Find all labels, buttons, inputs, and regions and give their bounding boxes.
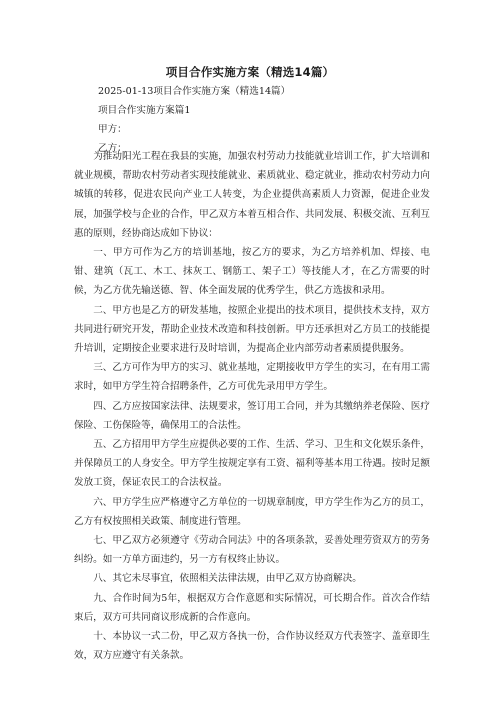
paragraph-clause-7: 七、甲乙双方必须遵守《劳动合同法》中的各项条款，妥善处理劳资双方的劳务纠纷。如一方单方面违约，另一方有权终止协议。 — [74, 535, 430, 566]
section-subtitle: 项目合作实施方案篇1 — [98, 105, 191, 116]
paragraph-clause-9: 九、合作时间为5年，根据双方合作意愿和实际情况，可长期合作。首次合作结束后，双方可共同商议形成新的合作意向。 — [74, 592, 430, 623]
paragraph-intro: 为推动阳光工程在我县的实施，加强农村劳动力技能就业培训工作，扩大培训和就业规模，帮助农村劳动者实现技能就业、素质就业、稳定就业，推动农村劳动力向城镇的转移，促进农民向产业工人转变，为企业提供高素质人力资源，促进企业发展，加强学校与企业的合作，甲乙双方本着互相合作、共同发展、积极交流、互利互惠的原则，经协商达成如下协议： — [74, 151, 430, 239]
paragraph-clause-5: 五、乙方招用甲方学生应提供必要的工作、生活、学习、卫生和文化娱乐条件，并保障员工的人身安全。甲方学生按规定享有工资、福利等基本用工待遇。按时足额发放工资，保证农民工的合法权益。 — [74, 439, 430, 489]
paragraph-clause-1: 一、甲方可作为乙方的培训基地，按乙方的要求，为乙方培养机加、焊接、电钳、建筑（瓦工、木工、抹灰工、钢筋工、架子工）等技能人才，在乙方需要的时候，为乙方优先输送德、智、体全面发展的优秀学生，供乙方选拔和录用。 — [74, 247, 430, 297]
document-body — [74, 147, 430, 665]
paragraph-clause-4: 四、乙方应按国家法律、法规要求，签订用工合同，并为其缴纳养老保险、医疗保险、工伤保险等，确保用工的合法性。 — [74, 400, 430, 431]
paragraph-clause-3: 三、乙方可作为甲方的实习、就业基地，定期接收甲方学生的实习，在有用工需求时，如甲方学生符合招聘条件，乙方可优先录用甲方学生。 — [74, 362, 430, 393]
date-title-line: 2025-01-13项目合作实施方案（精选14篇） — [98, 86, 291, 97]
party-b-label: 乙方： — [98, 143, 127, 154]
paragraph-clause-6: 六、甲方学生应严格遵守乙方单位的一切规章制度，甲方学生作为乙方的员工，乙方有权按照相关政策、制度进行管理。 — [74, 496, 430, 527]
paragraph-clause-2: 二、甲方也是乙方的研发基地，按照企业提出的技术项目，提供技术支持，双方共同进行研究开发，帮助企业技术改造和科技创新。甲方还承担对乙方员工的技能提升培训，定期按企业要求进行及时培训，为提高企业内部劳动者素质提供服务。 — [74, 304, 430, 355]
party-a-label: 甲方： — [98, 124, 127, 135]
document-title: 项目合作实施方案（精选14篇） — [165, 65, 335, 79]
paragraph-clause-8: 八、其它未尽事宜，依照相关法律法规，由甲乙双方协商解决。 — [93, 573, 362, 585]
paragraph-clause-10: 十、本协议一式二份，甲乙双方各执一份，合作协议经双方代表签字、盖章即生效，双方应遵守有关条款。 — [74, 631, 430, 662]
